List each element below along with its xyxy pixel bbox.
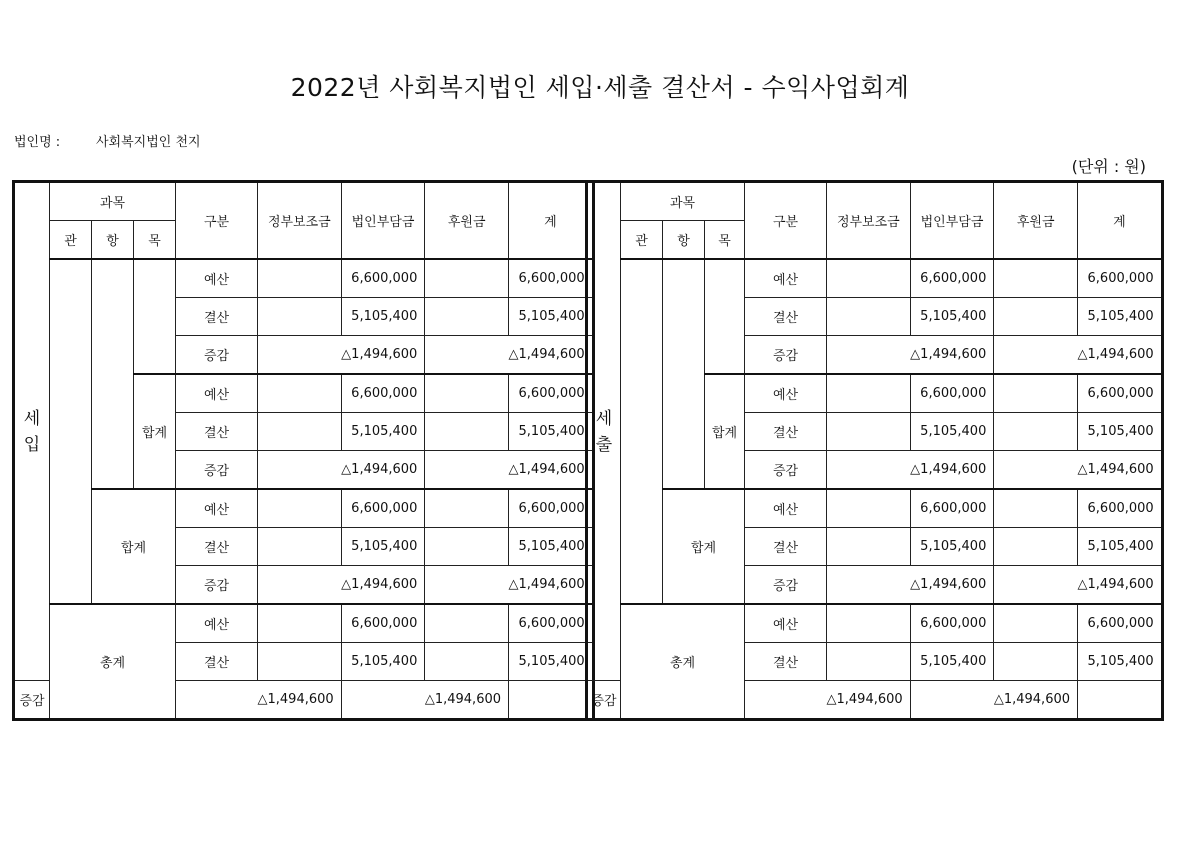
total-value: 5,105,400 [509, 298, 594, 336]
gov-value [258, 604, 342, 643]
corp-value: 6,600,000 [910, 374, 994, 413]
gov-value [827, 643, 911, 681]
header-hang: 항 [663, 221, 705, 260]
corp-value: △1,494,600 [910, 451, 994, 490]
header-gwan: 관 [50, 221, 92, 260]
donation-value [994, 413, 1078, 451]
corp-value: 6,600,000 [341, 489, 425, 528]
corp-value: △1,494,600 [341, 566, 425, 605]
gov-value [827, 374, 911, 413]
donation-value [425, 374, 509, 413]
donation-value [425, 298, 509, 336]
corp-value: 5,105,400 [910, 413, 994, 451]
grand-total-label: 총계 [50, 604, 176, 720]
gov-value [258, 566, 342, 605]
gwan-cell [621, 259, 663, 604]
total-value: 6,600,000 [509, 259, 594, 298]
donation-value [994, 374, 1078, 413]
header-mok: 목 [134, 221, 176, 260]
gov-value [745, 681, 827, 720]
row-kind: 예산 [176, 259, 258, 298]
expense-side-label: 세 출 [587, 182, 621, 681]
corp-value: 6,600,000 [341, 374, 425, 413]
corp-value: 5,105,400 [910, 528, 994, 566]
total-value: △1,494,600 [425, 681, 509, 720]
header-subject: 과목 [621, 182, 745, 221]
gwan-cell [50, 259, 92, 604]
corp-value: △1,494,600 [910, 336, 994, 375]
donation-value [425, 566, 509, 605]
total-value: △1,494,600 [1078, 336, 1163, 375]
header-gwan: 관 [621, 221, 663, 260]
gov-value [827, 528, 911, 566]
total-value: 6,600,000 [1078, 604, 1163, 643]
row-kind: 증감 [745, 451, 827, 490]
donation-value [994, 643, 1078, 681]
gov-value [827, 413, 911, 451]
table-row [587, 489, 1163, 528]
gov-value [258, 528, 342, 566]
corp-value: 5,105,400 [910, 643, 994, 681]
gov-value [827, 298, 911, 336]
mok-subtotal-label: 합계 [705, 374, 745, 489]
mok-cell [705, 259, 745, 374]
gov-value [258, 489, 342, 528]
donation-value [994, 528, 1078, 566]
total-value: △1,494,600 [509, 566, 594, 605]
total-value: 6,600,000 [1078, 489, 1163, 528]
total-value: △1,494,600 [509, 336, 594, 375]
header-corp: 법인부담금 [910, 182, 994, 260]
corp-value: △1,494,600 [341, 451, 425, 490]
header-donation: 후원금 [425, 182, 509, 260]
row-kind: 결산 [745, 298, 827, 336]
header-mok: 목 [705, 221, 745, 260]
corp-value: 6,600,000 [910, 259, 994, 298]
row-kind: 예산 [176, 374, 258, 413]
row-kind: 예산 [745, 489, 827, 528]
donation-value [425, 336, 509, 375]
corp-value: 5,105,400 [341, 643, 425, 681]
header-total: 계 [509, 182, 594, 260]
row-kind: 증감 [587, 681, 621, 720]
row-kind: 증감 [176, 566, 258, 605]
total-value: 5,105,400 [509, 413, 594, 451]
donation-value [425, 413, 509, 451]
gov-value [258, 336, 342, 375]
document-title: 2022년 사회복지법인 세입·세출 결산서 - 수익사업회계 [290, 73, 910, 102]
income-table [12, 180, 595, 721]
gov-value [827, 451, 911, 490]
donation-value [425, 643, 509, 681]
row-kind: 결산 [176, 643, 258, 681]
corporation-label: 법인명 : [14, 135, 61, 150]
corp-value: 5,105,400 [341, 413, 425, 451]
gov-value [827, 566, 911, 605]
gov-value [827, 336, 911, 375]
corp-value: △1,494,600 [258, 681, 342, 720]
row-kind: 예산 [745, 259, 827, 298]
header-donation: 후원금 [994, 182, 1078, 260]
header-corp: 법인부담금 [341, 182, 425, 260]
corp-value: △1,494,600 [910, 566, 994, 605]
total-value: 6,600,000 [509, 374, 594, 413]
header-category: 구분 [176, 182, 258, 260]
hang-cell [663, 259, 705, 489]
row-kind: 결산 [176, 298, 258, 336]
mok-subtotal-label: 합계 [134, 374, 176, 489]
row-kind: 증감 [745, 336, 827, 375]
donation-value [425, 451, 509, 490]
donation-value [994, 259, 1078, 298]
corp-value: 5,105,400 [341, 298, 425, 336]
hang-subtotal-label: 합계 [92, 489, 176, 604]
header-gov: 정부보조금 [258, 182, 342, 260]
gov-value [827, 604, 911, 643]
total-value: 5,105,400 [1078, 298, 1163, 336]
corp-value: 5,105,400 [910, 298, 994, 336]
row-kind: 예산 [745, 604, 827, 643]
row-kind: 증감 [745, 566, 827, 605]
table-row [587, 259, 1163, 298]
gov-value [258, 374, 342, 413]
corp-value: 6,600,000 [341, 259, 425, 298]
corporation-line [14, 131, 201, 150]
row-kind: 결산 [745, 413, 827, 451]
row-kind: 결산 [176, 528, 258, 566]
gov-value [258, 413, 342, 451]
donation-value [994, 489, 1078, 528]
header-total: 계 [1078, 182, 1163, 260]
donation-value [994, 566, 1078, 605]
expense-table [585, 180, 1164, 721]
total-value: 6,600,000 [509, 604, 594, 643]
row-kind: 예산 [176, 604, 258, 643]
row-kind: 예산 [176, 489, 258, 528]
row-kind: 증감 [14, 681, 50, 720]
gov-value [258, 259, 342, 298]
table-row [587, 604, 1163, 643]
total-value: 5,105,400 [509, 643, 594, 681]
total-value: △1,494,600 [509, 451, 594, 490]
total-value: 6,600,000 [509, 489, 594, 528]
mok-cell [134, 259, 176, 374]
total-value: 5,105,400 [509, 528, 594, 566]
corp-value: 5,105,400 [341, 528, 425, 566]
total-value: 5,105,400 [1078, 413, 1163, 451]
corp-value: △1,494,600 [827, 681, 911, 720]
donation-value [425, 528, 509, 566]
donation-value [994, 604, 1078, 643]
hang-subtotal-label: 합계 [663, 489, 745, 604]
total-value: 6,600,000 [1078, 374, 1163, 413]
hang-cell [92, 259, 134, 489]
corporation-name: 사회복지법인 천지 [96, 135, 201, 150]
donation-value [994, 336, 1078, 375]
table-row [14, 489, 594, 528]
gov-value [258, 643, 342, 681]
donation-value [994, 451, 1078, 490]
donation-value [994, 298, 1078, 336]
total-value: △1,494,600 [1078, 566, 1163, 605]
donation-value [425, 604, 509, 643]
donation-value [425, 489, 509, 528]
row-kind: 결산 [176, 413, 258, 451]
row-kind: 예산 [745, 374, 827, 413]
gov-value [827, 259, 911, 298]
grand-total-label: 총계 [621, 604, 745, 720]
gov-value [827, 489, 911, 528]
row-kind: 증감 [176, 451, 258, 490]
corp-value: 6,600,000 [910, 489, 994, 528]
row-kind: 결산 [745, 528, 827, 566]
donation-value [910, 681, 994, 720]
row-kind: 증감 [176, 336, 258, 375]
gov-value [258, 298, 342, 336]
header-subject: 과목 [50, 182, 176, 221]
table-row [14, 604, 594, 643]
header-category: 구분 [745, 182, 827, 260]
header-hang: 항 [92, 221, 134, 260]
unit-label: (단위 : 원) [1071, 157, 1146, 176]
income-side-label: 세 입 [14, 182, 50, 681]
total-value: 6,600,000 [1078, 259, 1163, 298]
row-kind: 결산 [745, 643, 827, 681]
table-row [14, 259, 594, 298]
donation-value [425, 259, 509, 298]
donation-value [341, 681, 425, 720]
total-value: △1,494,600 [994, 681, 1078, 720]
corp-value: 6,600,000 [341, 604, 425, 643]
total-value: 5,105,400 [1078, 643, 1163, 681]
header-gov: 정부보조금 [827, 182, 911, 260]
total-value: △1,494,600 [1078, 451, 1163, 490]
gov-value [176, 681, 258, 720]
total-value: 5,105,400 [1078, 528, 1163, 566]
corp-value: 6,600,000 [910, 604, 994, 643]
gov-value [258, 451, 342, 490]
corp-value: △1,494,600 [341, 336, 425, 375]
